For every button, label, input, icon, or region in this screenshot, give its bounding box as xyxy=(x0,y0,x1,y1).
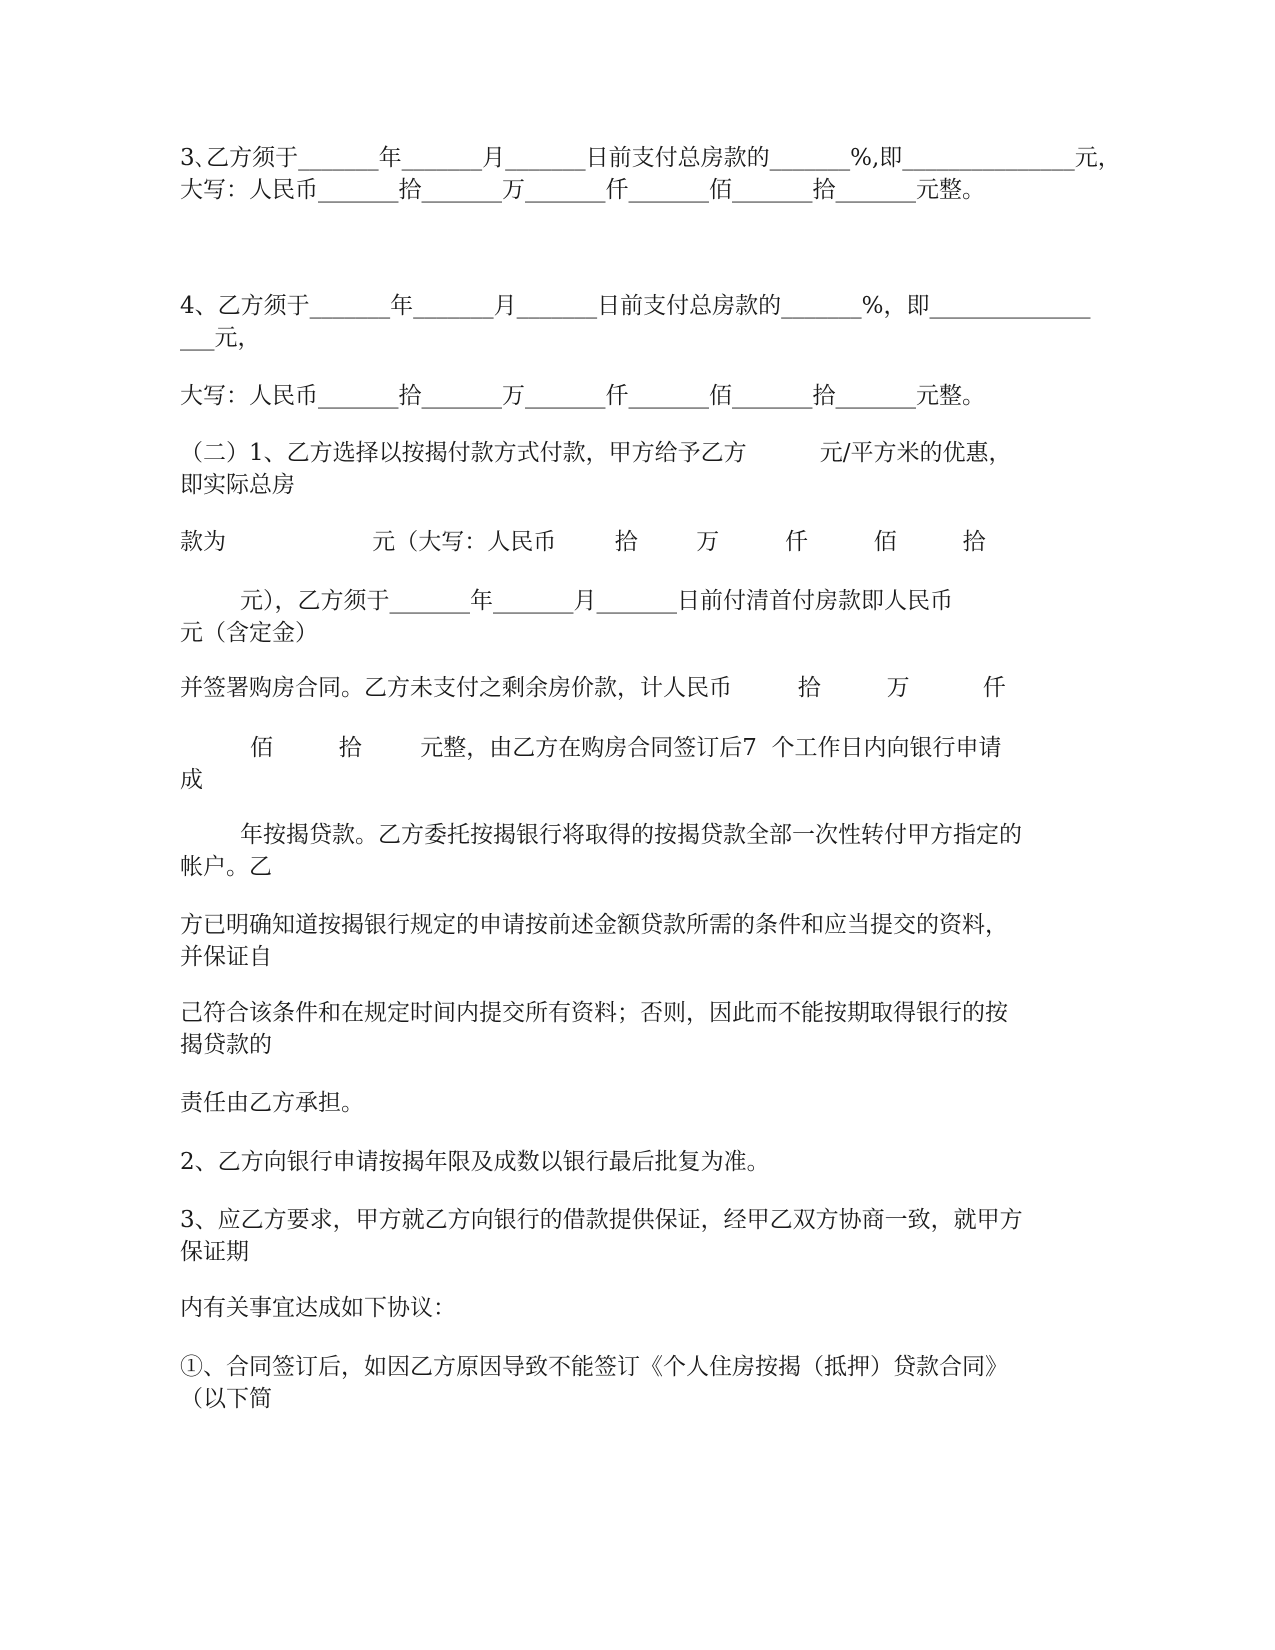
text-line: 4、乙方须于_______年_______月_______日前支付总房款的_______%，即______________ xyxy=(180,293,1091,319)
text-line: 款为 元（大写：人民币 拾 万 仟 佰 拾 xyxy=(180,529,986,555)
text-line: 责任由乙方承担。 xyxy=(180,1090,364,1116)
text-line: 3、应乙方要求，甲方就乙方向银行的借款提供保证，经甲乙双方协商一致，就甲方 xyxy=(180,1207,1023,1233)
text-line: 帐户。乙 xyxy=(180,854,272,880)
text-line: 大写：人民币_______拾_______万_______仟_______佰_______拾_______元整。 xyxy=(180,383,985,409)
text-line: 元（含定金） xyxy=(180,620,318,646)
text-line: 2、乙方向银行申请按揭年限及成数以银行最后批复为准。 xyxy=(180,1149,770,1175)
text-line: （以下简 xyxy=(180,1386,272,1412)
text-line: 揭贷款的 xyxy=(180,1032,272,1058)
text-line: 方已明确知道按揭银行规定的申请按前述金额贷款所需的条件和应当提交的资料， xyxy=(180,912,1008,938)
text-line: 保证期 xyxy=(180,1239,249,1265)
text-line: 即实际总房 xyxy=(180,472,295,498)
text-line: 内有关事宜达成如下协议： xyxy=(180,1295,456,1321)
text-line: 己符合该条件和在规定时间内提交所有资料；否则，因此而不能按期取得银行的按 xyxy=(180,1000,1008,1026)
text-line: 大写：人民币_______拾_______万_______仟_______佰_______拾_______元整。 xyxy=(180,177,985,203)
text-line: （二）1、乙方选择以按揭付款方式付款，甲方给予乙方 元/平方米的优惠， xyxy=(180,440,1012,466)
text-line: 佰 拾 元整，由乙方在购房合同签订后7 个工作日内向银行申请 xyxy=(250,735,1002,761)
text-line: ①、合同签订后，如因乙方原因导致不能签订《个人住房按揭（抵押）贷款合同》 xyxy=(180,1354,1008,1380)
text-line: ___元， xyxy=(180,325,261,351)
text-line: 并保证自 xyxy=(180,944,272,970)
text-line: 年按揭贷款。乙方委托按揭银行将取得的按揭贷款全部一次性转付甲方指定的 xyxy=(240,822,1022,848)
text-line: 并签署购房合同。乙方未支付之剩余房价款，计人民币 拾 万 仟 xyxy=(180,675,1006,701)
text-line: 元），乙方须于_______年_______月_______日前付清首付房款即人民币 xyxy=(240,588,953,614)
text-line: 成 xyxy=(180,767,203,793)
text-line: 3､乙方须于_______年_______月_______日前支付总房款的_______%,即_______________元， xyxy=(180,145,1121,171)
